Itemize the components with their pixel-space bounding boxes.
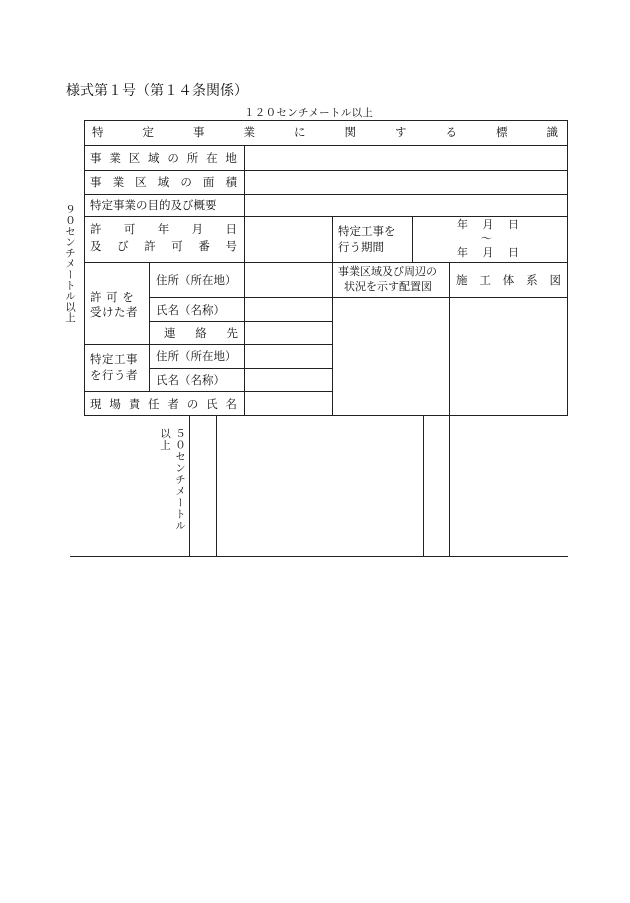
label-char: 氏 <box>206 397 218 411</box>
label-char: 任 <box>148 397 160 411</box>
heading-char: 特 <box>92 125 104 139</box>
label-operator-1: 特定工事 <box>90 352 138 366</box>
label-char: 可 <box>171 239 183 253</box>
label-char: 連 <box>164 326 176 340</box>
date-char: 月 <box>482 218 494 231</box>
heading-char: 定 <box>142 125 154 139</box>
label-char: 先 <box>226 326 238 340</box>
label-char: 名 <box>225 397 237 411</box>
label-operator-2: を行う者 <box>90 368 138 382</box>
label-char: 許 <box>90 222 102 236</box>
date-char: 日 <box>508 218 519 231</box>
label-char: 域 <box>148 151 160 165</box>
sign-heading <box>92 125 558 139</box>
post-note-line2: 以上 <box>159 428 171 451</box>
label-char: 業 <box>109 151 121 165</box>
date-from <box>457 218 519 232</box>
heading-char: 業 <box>243 125 255 139</box>
label-permittee-1: 許 可 を <box>90 290 135 304</box>
label-permittee-2: 受けた者 <box>90 305 138 319</box>
heading-char: す <box>395 125 407 139</box>
label-address: 住所（所在地） <box>156 273 237 287</box>
label-construction-period-2: 行う期間 <box>338 240 384 254</box>
label-char: 区 <box>135 175 147 189</box>
label-char: の <box>167 151 179 165</box>
heading-char: 事 <box>193 125 205 139</box>
date-tilde: ～ <box>481 232 492 245</box>
label-char: び <box>117 239 129 253</box>
label-site-manager <box>90 397 237 411</box>
heading-char: 識 <box>546 125 558 139</box>
label-char: 体 <box>502 273 515 287</box>
label-char: 可 <box>123 222 136 236</box>
label-address-2: 住所（所在地） <box>156 349 237 363</box>
label-char: 事 <box>90 175 102 189</box>
label-char: 在 <box>206 151 218 165</box>
label-char: 域 <box>157 175 170 189</box>
date-char: 日 <box>508 246 519 259</box>
label-area <box>90 175 237 189</box>
date-char: 年 <box>457 246 468 259</box>
label-char: 許 <box>144 239 156 253</box>
label-permit-date <box>90 222 237 236</box>
label-char: 所 <box>186 151 199 165</box>
label-layout-map-2: 状況を示す配置図 <box>344 280 432 293</box>
label-construction-period-1: 特定工事を <box>338 224 396 238</box>
label-char: 区 <box>128 151 141 165</box>
label-char: 積 <box>225 175 237 189</box>
label-char: 地 <box>225 151 237 165</box>
label-char: 号 <box>225 239 237 253</box>
label-char: 責 <box>128 397 141 411</box>
label-char: 現 <box>90 397 102 411</box>
label-char: 施 <box>456 273 468 287</box>
label-char: 系 <box>526 273 538 287</box>
label-char: 月 <box>191 222 204 236</box>
label-char: 日 <box>225 222 237 236</box>
label-char: 番 <box>198 239 210 253</box>
label-char: 場 <box>109 397 121 411</box>
heading-char: に <box>294 125 306 139</box>
label-purpose: 特定事業の目的及び概要 <box>90 198 217 212</box>
label-char: 図 <box>549 273 561 287</box>
heading-char: 関 <box>344 125 356 139</box>
label-contact <box>164 326 238 340</box>
label-char: 年 <box>157 222 170 236</box>
form-title: 様式第１号（第１４条関係） <box>66 83 248 99</box>
heading-char: る <box>445 125 457 139</box>
label-char: 及 <box>90 239 102 253</box>
label-location <box>90 151 237 165</box>
height-dimension-note: ９０センチメートル以上 <box>64 204 76 323</box>
date-char: 月 <box>482 246 494 259</box>
label-layout-map-1: 事業区域及び周辺の <box>338 265 437 278</box>
date-to <box>457 246 519 260</box>
label-char: 者 <box>167 397 179 411</box>
label-name-2: 氏名（名称） <box>156 373 225 387</box>
date-char: 年 <box>457 218 468 231</box>
label-char: 面 <box>202 175 215 189</box>
label-char: 事 <box>90 151 102 165</box>
label-name: 氏名（名称） <box>156 303 225 317</box>
label-org-chart <box>456 273 561 287</box>
label-char: の <box>186 397 199 411</box>
width-dimension-note: １２０センチメートル以上 <box>244 107 374 119</box>
label-permit-number <box>90 239 237 253</box>
label-char: 工 <box>479 273 491 287</box>
label-char: の <box>180 175 192 189</box>
post-note-line1: ５０センチメートル <box>174 428 186 532</box>
label-char: 絡 <box>195 326 207 340</box>
heading-char: 標 <box>496 125 508 139</box>
label-char: 業 <box>112 175 125 189</box>
